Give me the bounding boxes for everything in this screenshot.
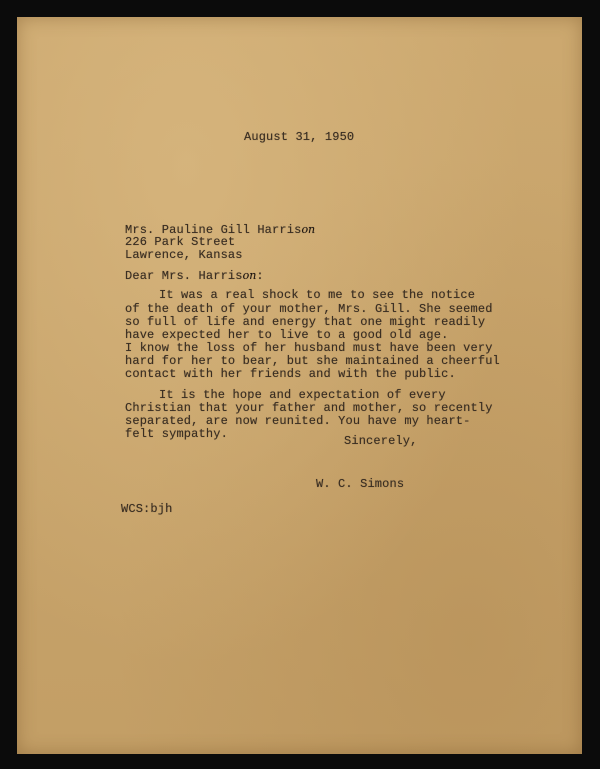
paragraph-1-line: contact with her friends and with the public. — [125, 367, 456, 381]
paragraph-2-line: separated, are now reunited. You have my heart- — [125, 414, 471, 428]
paragraph-1-line: It was a real shock to me to see the notice — [159, 288, 476, 302]
recipient-name-typed: Mrs. Pauline Gill Harris — [125, 223, 302, 237]
recipient-city: Lawrence, Kansas — [125, 248, 243, 262]
recipient-name-handwritten-correction: on — [301, 223, 316, 236]
paragraph-2-line: It is the hope and expectation of every — [159, 388, 446, 402]
paragraph-2-line: Christian that your father and mother, so recently — [125, 401, 493, 415]
salutation-colon: : — [256, 269, 264, 283]
paragraph-1-line: I know the loss of her husband must have been very — [125, 341, 493, 355]
salutation — [125, 269, 264, 284]
paragraph-1-line: of the death of your mother, Mrs. Gill. She seemed — [125, 302, 493, 316]
signature: W. C. Simons — [316, 477, 405, 491]
paragraph-1-line: so full of life and energy that one might readily — [125, 315, 486, 329]
paragraph-2-line: felt sympathy. — [125, 427, 228, 441]
letter-page — [17, 17, 582, 754]
recipient-street: 226 Park Street — [125, 235, 236, 249]
reference-initials: WCS:bjh — [121, 502, 173, 516]
letter-date: August 31, 1950 — [244, 130, 355, 144]
salutation-typed: Dear Mrs. Harris — [125, 269, 243, 283]
paragraph-1-line: have expected her to live to a good old age. — [125, 328, 449, 342]
paragraph-1-line: hard for her to bear, but she maintained a cheerful — [125, 354, 500, 368]
closing: Sincerely, — [344, 434, 418, 448]
salutation-handwritten-correction: on — [242, 269, 257, 282]
